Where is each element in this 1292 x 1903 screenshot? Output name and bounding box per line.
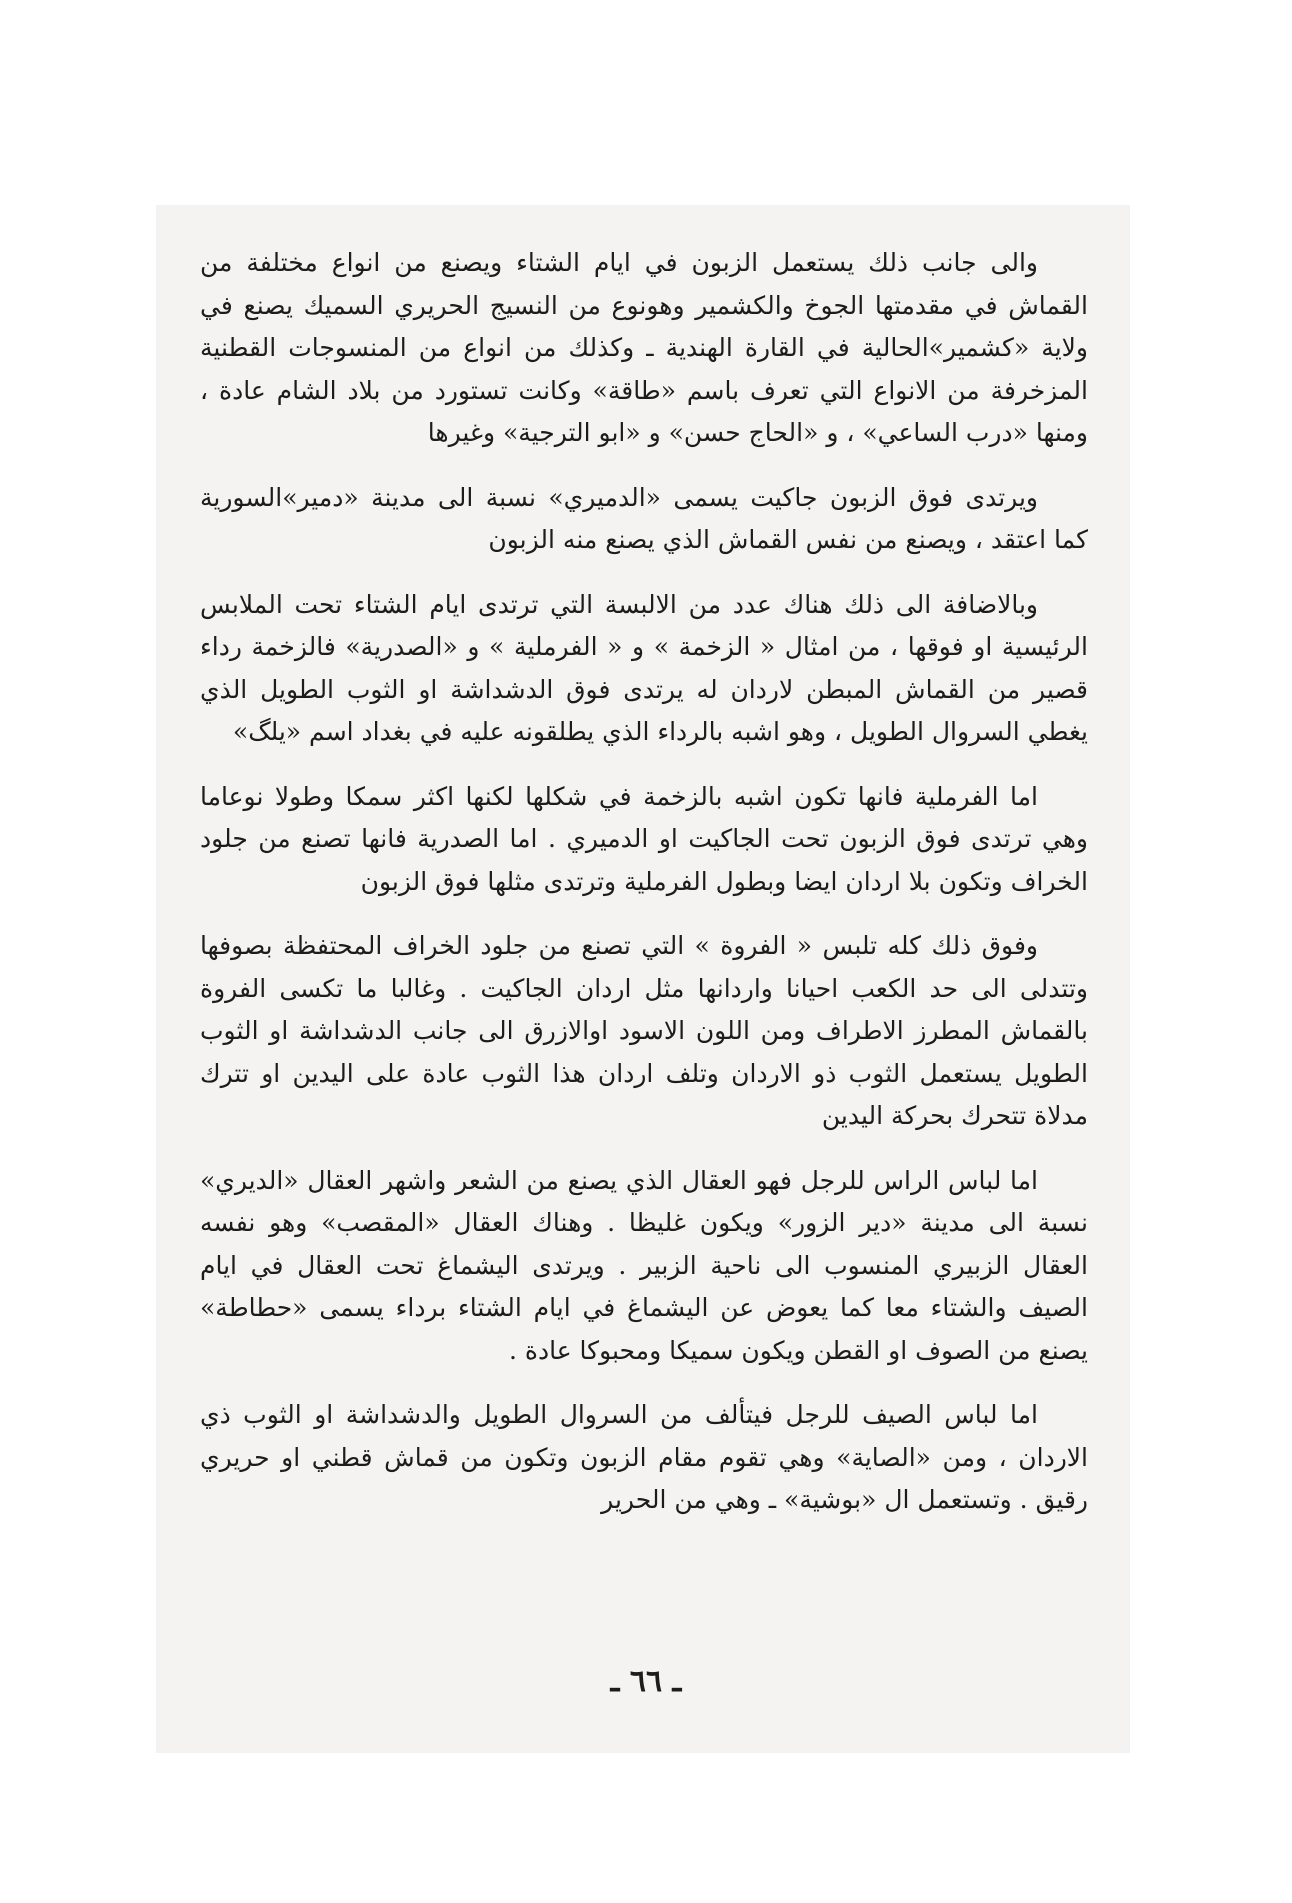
paragraph: اما الفرملية فانها تكون اشبه بالزخمة في شكلها لكنها اكثر سمكا وطولا نوعاما وهي ترتدى فوق الزبون تحت الجاكيت او الدميري . اما الصدرية فانها تصنع من جلود الخراف وتكون بلا اردان ايضا وبطول الفرملية وترتدى مثلها فوق الزبون: [200, 781, 1088, 896]
paragraph: اما لباس الراس للرجل فهو العقال الذي يصنع من الشعر واشهر العقال «الديري» نسبة الى مدينة «دير الزور» ويكون غليظا . وهناك العقال «المقصب» وهو نفسه العقال الزبيري المنسوب الى ناحية الزبير . ويرتدى اليشماغ تحت العقال في ايام الصيف والشتاء معا كما يعوض عن اليشماغ في ايام الشتاء برداء يسمى «حطاطة» يصنع من الصوف او القطن ويكون سميكا ومحبوكا عادة .: [200, 1165, 1088, 1365]
page-number: ـ ٦٦ ـ: [610, 1664, 682, 1699]
body-text: [200, 242, 1088, 1544]
paragraph: وفوق ذلك كله تلبس « الفروة » التي تصنع من جلود الخراف المحتفظة بصوفها وتتدلى الى حد الكعب احيانا واردانها مثل اردان الجاكيت . وغالبا ما تكسى الفروة بالقماش المطرز الاطراف ومن اللون الاسود اوالازرق الى جانب الدشداشة او الثوب الطويل يستعمل الثوب ذو الاردان وتلف اردان هذا الثوب عادة على اليدين او تترك مدلاة تتحرك بحركة اليدين: [200, 931, 1088, 1130]
paragraph: ويرتدى فوق الزبون جاكيت يسمى «الدميري» نسبة الى مدينة «دمير»السورية كما اعتقد ، ويصنع من نفس القماش الذي يصنع منه الزبون: [200, 482, 1088, 554]
paragraph: وبالاضافة الى ذلك هناك عدد من الالبسة التي ترتدى ايام الشتاء تحت الملابس الرئيسية او فوقها ، من امثال « الزخمة » و « الفرملية » و «الصدرية» فالزخمة رداء قصير من القماش المبطن لاردان له يرتدى فوق الدشداشة او الثوب الطويل الذي يغطي السروال الطويل ، وهو اشبه بالرداء الذي يطلقونه عليه في بغداد اسم «يلگ»: [200, 589, 1088, 746]
paragraph: والى جانب ذلك يستعمل الزبون في ايام الشتاء ويصنع من انواع مختلفة من القماش في مقدمتها الجوخ والكشمير وهونوع من النسيج الحريري السميك يصنع في ولاية «كشمير»الحالية في القارة الهندية ـ وكذلك من انواع من المنسوجات القطنية المزخرفة من الانواع التي تعرف باسم «طاقة» وكانت تستورد من بلاد الشام عادة ، ومنها «درب الساعي» ، و «الحاج حسن» و «ابو الترجية» وغيرها: [200, 248, 1088, 447]
paragraph: اما لباس الصيف للرجل فيتألف من السروال الطويل والدشداشة او الثوب ذي الاردان ، ومن «الصاية» وهي تقوم مقام الزبون وتكون من قماش قطني او حريري رقيق . وتستعمل ال «بوشية» ـ وهي من الحرير: [200, 1400, 1088, 1514]
